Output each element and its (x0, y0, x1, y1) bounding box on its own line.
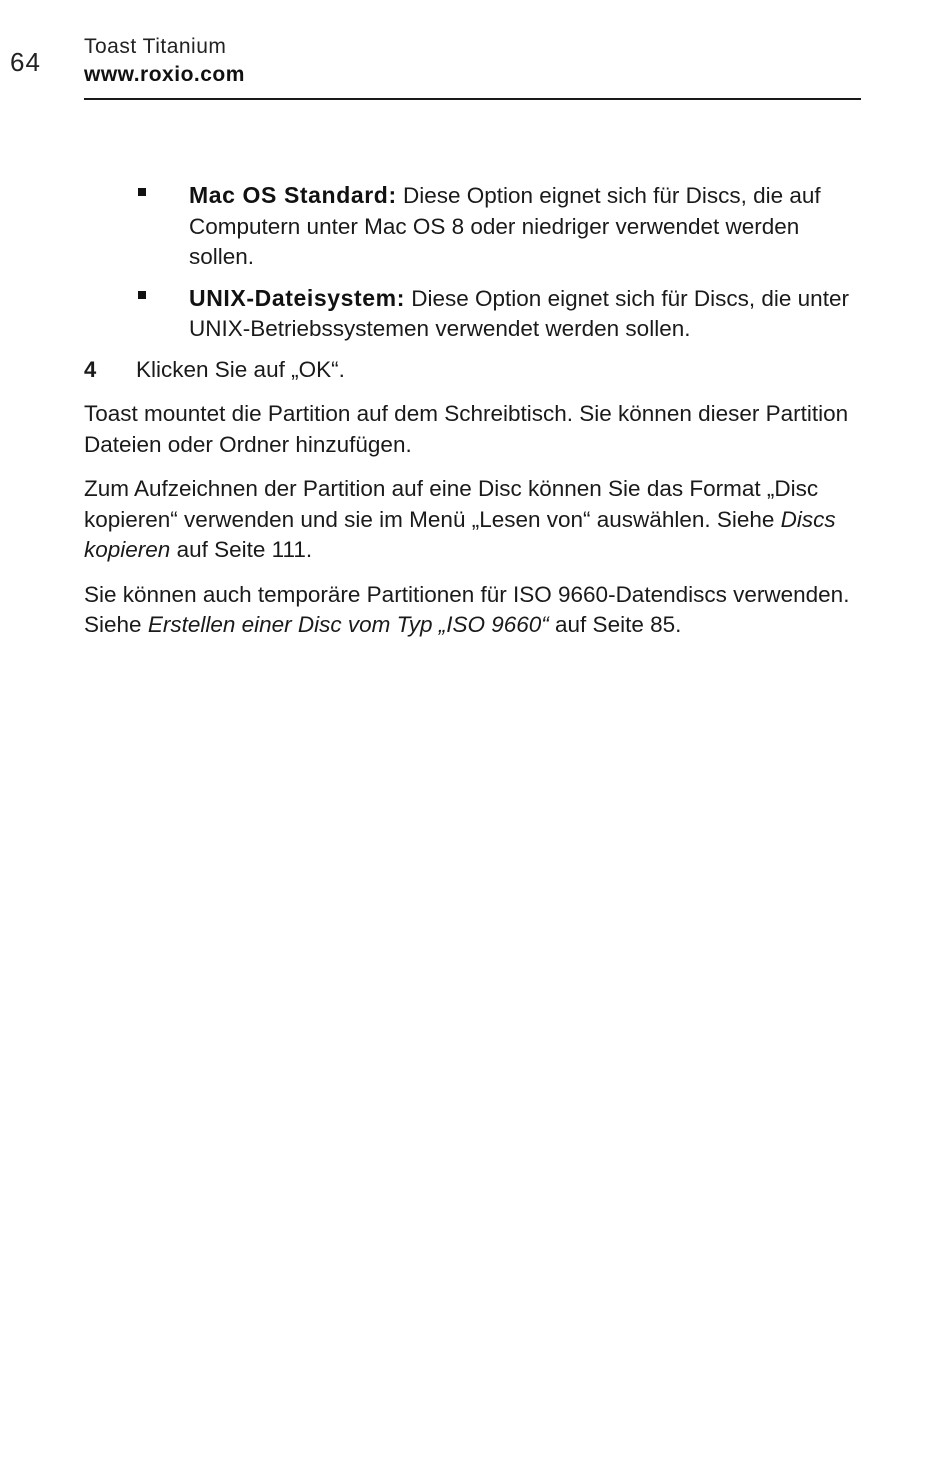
option-term: Mac OS Standard (189, 182, 389, 208)
paragraph-iso9660 (84, 580, 864, 641)
list-item-mac-os-standard (84, 180, 864, 273)
paragraph-tail: auf Seite 111. (170, 537, 313, 562)
cross-reference-iso-9660: Erstellen einer Disc vom Typ „ISO 9660“ (147, 612, 549, 637)
step-number: 4 (84, 356, 97, 382)
header-title: Toast Titanium (84, 35, 227, 58)
option-description: Diese Option eignet sich für Discs, die auf Computern unter Mac OS 8 oder niedriger verwendet werden sollen. (189, 183, 821, 269)
paragraph-text: Zum Aufzeichnen der Partition auf eine Disc können Sie das Format „Disc kopieren“ verwenden und sie im Menü „Lesen von“ auswählen. Siehe (84, 476, 819, 532)
page-number: 64 (10, 47, 41, 77)
option-description: Diese Option eignet sich für Discs, die unter UNIX-Betriebssystemen verwendet werden sollen. (189, 285, 849, 341)
step-text: Klicken Sie auf „OK“. (136, 356, 345, 382)
paragraph-mount: Toast mountet die Partition auf dem Schreibtisch. Sie können dieser Partition Dateien oder Ordner hinzufügen. (84, 401, 849, 457)
option-term: UNIX-Dateisystem (189, 284, 397, 311)
option-separator: : (396, 284, 405, 311)
paragraph-text: Sie können auch temporäre Partitionen für ISO 9660-Datendiscs verwenden. Siehe (84, 581, 850, 637)
step-4 (84, 355, 864, 386)
header-url: www.roxio.com (84, 63, 245, 86)
paragraph-copy-disc (84, 474, 864, 566)
cross-reference-discs-kopieren: Discs kopieren (84, 506, 836, 562)
list-item-unix-dateisystem (84, 283, 864, 345)
option-separator: : (388, 182, 397, 208)
page-body (84, 180, 864, 655)
page-header (84, 33, 861, 89)
option-list (84, 180, 864, 345)
bullet-square-icon (138, 188, 146, 196)
header-divider (84, 98, 861, 100)
bullet-square-icon (138, 291, 146, 299)
paragraph-tail: auf Seite 85. (548, 612, 682, 637)
